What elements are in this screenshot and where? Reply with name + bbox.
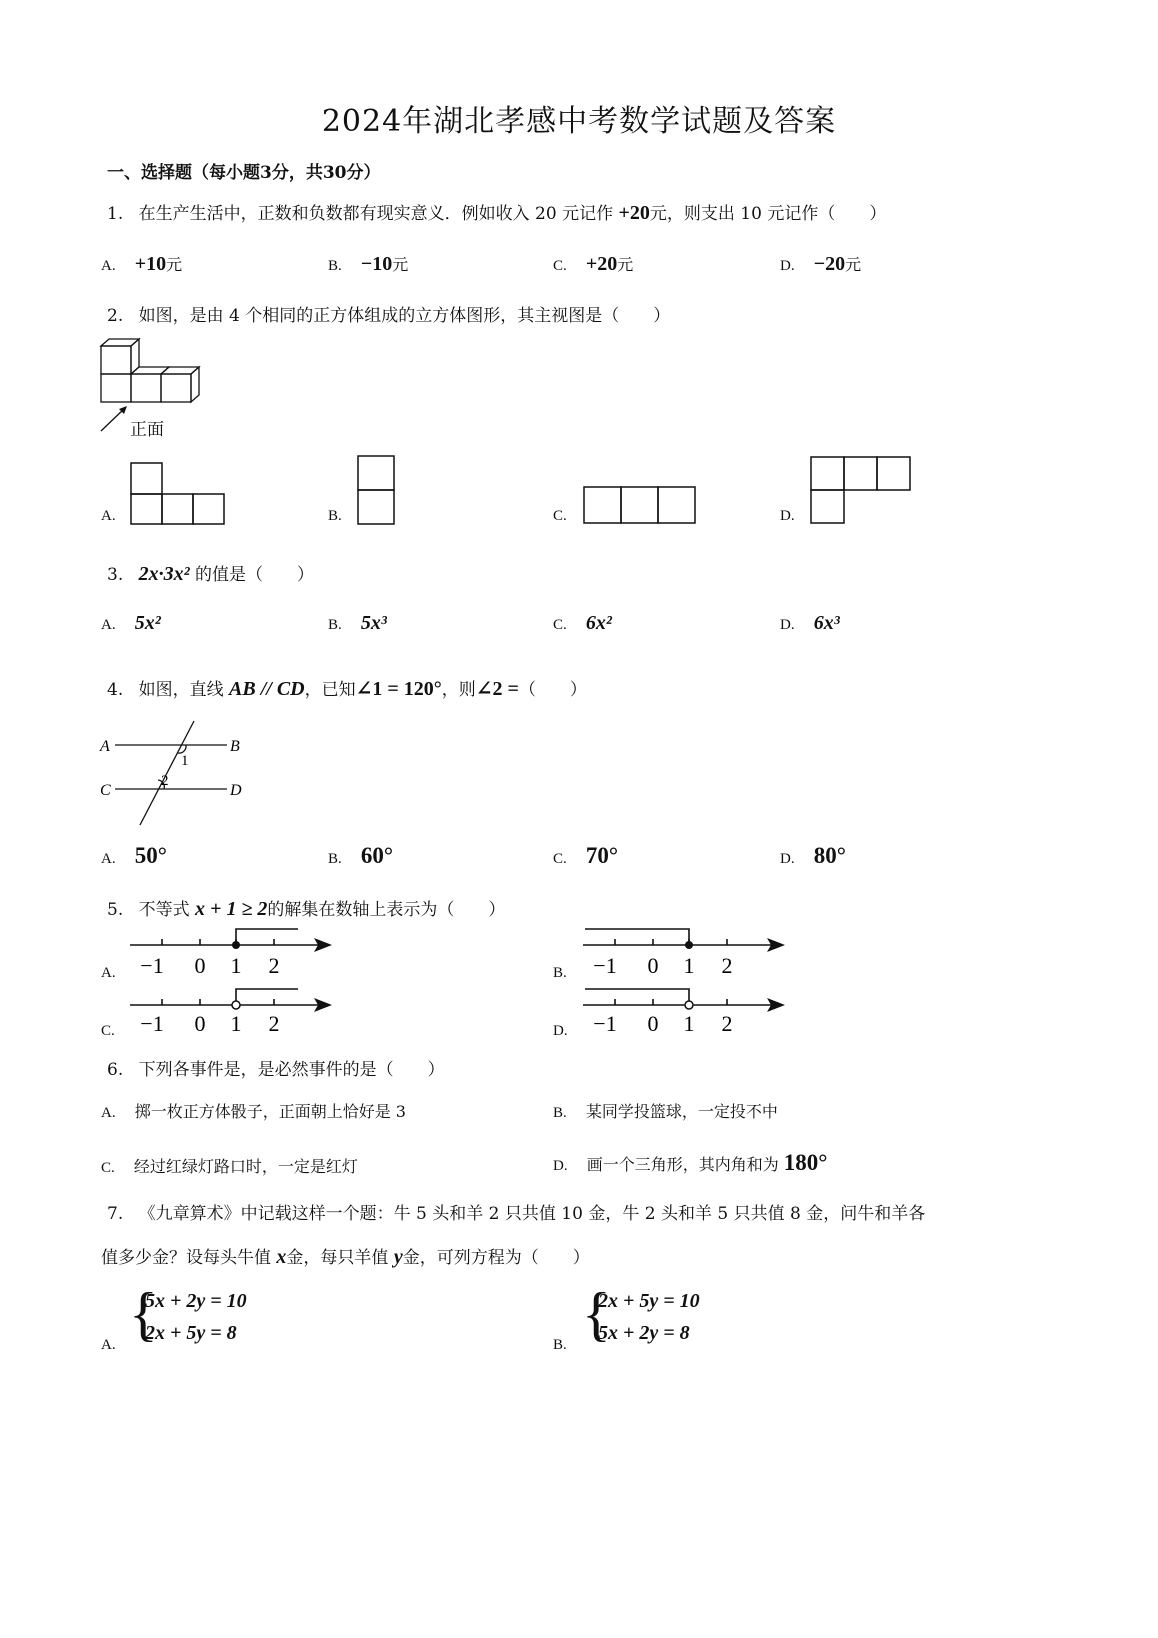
variable-x: x: [276, 1246, 287, 1268]
question-number: 6.: [107, 1060, 124, 1080]
q3-option-c[interactable]: [553, 612, 612, 635]
q2-option-b-label[interactable]: B.: [328, 508, 342, 524]
option-text: 掷一枚正方体骰子，正面朝上恰好是 3: [134, 1102, 406, 1121]
q5-option-b-label[interactable]: B.: [553, 965, 567, 981]
q2-option-b-figure: [357, 455, 397, 527]
option-label: B.: [328, 617, 342, 633]
q3-option-d[interactable]: [780, 612, 840, 635]
question-4: [107, 675, 587, 701]
option-label: D.: [780, 851, 795, 867]
math-expression: ∠1 = 120°: [355, 678, 442, 700]
question-number: 2.: [107, 306, 124, 326]
q2-option-c-label[interactable]: C.: [553, 508, 567, 524]
q1-option-b[interactable]: [328, 252, 408, 276]
q2-option-d-label[interactable]: D.: [780, 508, 795, 524]
question-text: ，则: [441, 680, 476, 700]
tick-label: 1: [230, 953, 242, 978]
question-text: 如图，直线: [138, 680, 224, 700]
q6-option-b[interactable]: [553, 1099, 778, 1122]
question-7: [107, 1199, 925, 1224]
tick-label: 2: [268, 953, 280, 978]
hollow-dot: [232, 1001, 240, 1009]
option-label: A.: [101, 1105, 116, 1121]
question-number: 3.: [107, 565, 124, 585]
q2-option-a-figure: [130, 462, 226, 526]
label-d: D: [230, 782, 242, 799]
tick-label: 0: [647, 1011, 659, 1036]
q4-option-c[interactable]: [553, 843, 618, 869]
option-math: 5x²: [134, 612, 161, 634]
hollow-dot: [685, 1001, 693, 1009]
option-label: B.: [328, 258, 342, 274]
question-text: 下列各事件是，是必然事件的是（ ）: [138, 1060, 445, 1080]
tick-label: 0: [647, 953, 659, 978]
question-text: 金，可列方程为（ ）: [402, 1248, 590, 1268]
math-expression: AB // CD: [229, 678, 305, 700]
q3-option-a[interactable]: [101, 612, 161, 635]
q6-option-d[interactable]: [553, 1150, 828, 1176]
q7-option-b-label[interactable]: B.: [553, 1337, 567, 1353]
option-math: −20: [813, 253, 846, 275]
question-number: 4.: [107, 680, 124, 700]
q5-option-a-label[interactable]: A.: [101, 965, 116, 981]
q2-option-a-label[interactable]: A.: [101, 508, 116, 524]
tick-label: 2: [721, 953, 733, 978]
page-title: 2024年湖北孝感中考数学试题及答案: [321, 104, 837, 139]
option-math: 60°: [360, 843, 394, 868]
question-text: 的值是（ ）: [195, 565, 315, 585]
section-heading: 一、选择题（每小题3分，共30分）: [107, 163, 381, 183]
q5-option-b-numberline: [581, 925, 791, 980]
option-math: 50°: [134, 843, 167, 868]
question-3: [107, 560, 314, 586]
q5-option-d-numberline: [581, 985, 791, 1040]
option-label: B.: [553, 1105, 567, 1121]
tick-label: −1: [140, 1011, 164, 1036]
option-label: D.: [780, 617, 795, 633]
option-label: B.: [328, 851, 342, 867]
question-text: 如图，是由 4 个相同的正方体组成的立方体图形，其主视图是（ ）: [138, 306, 671, 326]
q4-option-d[interactable]: [780, 843, 846, 869]
brace-icon: {: [129, 1281, 158, 1347]
q5-option-d-label[interactable]: D.: [553, 1023, 568, 1039]
option-unit: 元: [166, 255, 183, 274]
option-label: A.: [101, 258, 116, 274]
angle-2-label: 2: [161, 773, 169, 789]
option-math: 180°: [783, 1150, 828, 1175]
q7-option-b-eq2: 5x + 2y = 8: [598, 1322, 690, 1344]
q2-option-d-figure: [810, 456, 915, 526]
option-math: +10: [134, 253, 167, 275]
q2-option-c-figure: [583, 486, 698, 526]
q7-option-a-eq1: 5x + 2y = 10: [145, 1290, 247, 1312]
option-math: 6x³: [813, 612, 840, 634]
option-label: D.: [780, 258, 795, 274]
option-math: 5x³: [360, 612, 387, 634]
tick-label: 1: [683, 1011, 695, 1036]
option-unit: 元: [617, 255, 634, 274]
option-label: A.: [101, 851, 116, 867]
option-label: C.: [553, 258, 567, 274]
question-2: [107, 301, 670, 326]
question-text: （ ）: [518, 680, 587, 700]
tick-label: 1: [683, 953, 695, 978]
question-text: 元，则支出 10 元记作（ ）: [649, 204, 887, 224]
tick-label: 1: [230, 1011, 242, 1036]
math-expression: 2x·3x²: [138, 563, 190, 585]
q6-option-a[interactable]: [101, 1099, 406, 1122]
variable-y: y: [393, 1246, 403, 1268]
question-number: 5.: [107, 900, 124, 920]
question-1: [107, 199, 886, 225]
tick-label: 0: [194, 1011, 206, 1036]
label-b: B: [230, 738, 240, 755]
tick-label: 2: [268, 1011, 280, 1036]
option-math: 70°: [585, 843, 619, 868]
option-label: C.: [553, 617, 567, 633]
label-a: A: [100, 738, 110, 755]
tick-label: 2: [721, 1011, 733, 1036]
option-text: 某同学投篮球，一定投不中: [585, 1102, 778, 1121]
option-label: C.: [101, 1160, 115, 1176]
question-5: [107, 895, 505, 921]
math-expression: ∠2 =: [475, 678, 519, 700]
question-7-line2: [101, 1243, 590, 1269]
q6-option-c[interactable]: [101, 1154, 358, 1177]
q1-option-a[interactable]: [101, 252, 182, 276]
option-label: D.: [553, 1158, 568, 1174]
option-unit: 元: [845, 255, 862, 274]
q5-option-c-label[interactable]: C.: [101, 1023, 115, 1039]
brace-icon: {: [582, 1281, 611, 1347]
q1-option-d[interactable]: [780, 252, 861, 276]
q7-option-a-label[interactable]: A.: [101, 1337, 116, 1353]
q4-option-b[interactable]: [328, 843, 393, 869]
question-6: [107, 1055, 445, 1080]
question-text: 金，每只羊值: [286, 1248, 389, 1268]
q3-option-b[interactable]: [328, 612, 387, 635]
option-text: 经过红绿灯路口时，一定是红灯: [133, 1157, 358, 1176]
option-label: C.: [553, 851, 567, 867]
q5-option-a-numberline: [128, 925, 338, 980]
arrow-line: [101, 408, 125, 431]
question-text: 《九章算术》中记载这样一个题：牛 5 头和羊 2 只共值 10 金，牛 2 头和羊 5 只共值 8 金，问牛和羊各: [138, 1204, 926, 1224]
option-math: 6x²: [585, 612, 612, 634]
angle-1-label: 1: [181, 753, 189, 769]
q5-option-c-numberline: [128, 985, 338, 1040]
label-c: C: [100, 782, 111, 799]
option-math: −10: [360, 253, 393, 275]
option-math: +20: [585, 253, 618, 275]
question-text: ，已知: [304, 680, 356, 700]
tick-label: −1: [593, 1011, 617, 1036]
question-text: 的解集在数轴上表示为（ ）: [267, 900, 506, 920]
front-label: 正面: [130, 420, 164, 440]
tick-label: −1: [593, 953, 617, 978]
tick-label: 0: [194, 953, 206, 978]
tick-label: −1: [140, 953, 164, 978]
option-unit: 元: [392, 255, 409, 274]
q1-option-c[interactable]: [553, 252, 633, 276]
q4-option-a[interactable]: [101, 843, 167, 869]
math-expression: +20: [618, 202, 650, 224]
parallel-lines-figure: [98, 718, 258, 828]
option-math: 80°: [813, 843, 846, 868]
question-number: 7.: [107, 1204, 124, 1224]
math-expression: x + 1 ≥ 2: [195, 898, 268, 920]
solid-dot: [232, 941, 240, 949]
question-text: 不等式: [138, 900, 190, 920]
question-text: 值多少金？设每头牛值: [101, 1248, 271, 1268]
option-label: A.: [101, 617, 116, 633]
solid-dot: [685, 941, 693, 949]
option-text: 画一个三角形，其内角和为: [586, 1155, 779, 1174]
q7-option-b-eq1: 2x + 5y = 10: [598, 1290, 700, 1312]
question-number: 1.: [107, 204, 124, 224]
q7-option-a-eq2: 2x + 5y = 8: [145, 1322, 237, 1344]
question-text: 在生产生活中，正数和负数都有现实意义．例如收入 20 元记作: [138, 204, 614, 224]
